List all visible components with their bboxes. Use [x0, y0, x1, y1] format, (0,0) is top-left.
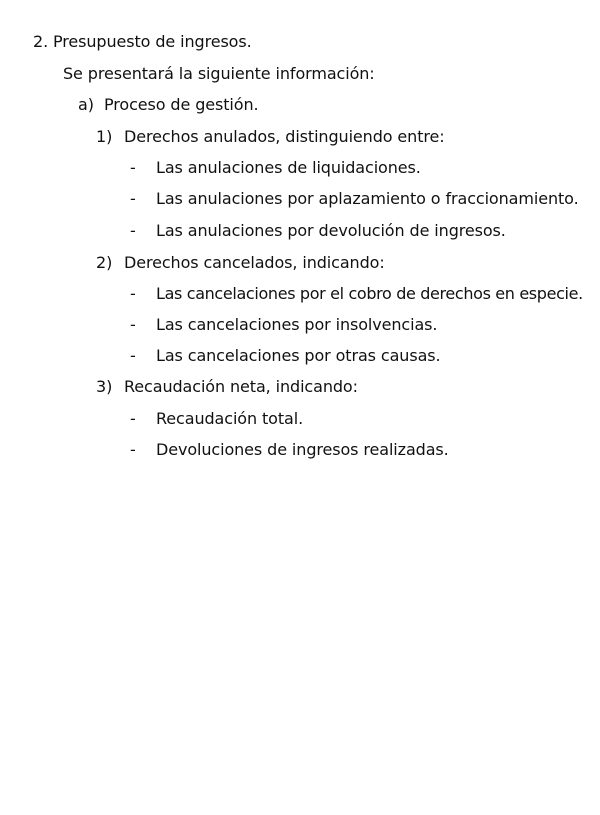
group-title: Derechos anulados, distinguiendo entre:: [124, 127, 445, 146]
list-item-text: Las cancelaciones por insolvencias.: [156, 315, 438, 334]
intro-text: Se presentará la siguiente información:: [63, 64, 375, 83]
dash-bullet: -: [130, 189, 136, 208]
dash-bullet: -: [130, 346, 136, 365]
subsection-marker: a): [78, 95, 94, 114]
dash-bullet: -: [130, 440, 136, 459]
list-item-text: Recaudación total.: [156, 409, 304, 428]
list-item-text: Las anulaciones de liquidaciones.: [156, 158, 421, 177]
list-item-text: Las anulaciones por devolución de ingresos.: [156, 221, 506, 240]
dash-bullet: -: [130, 284, 136, 303]
section-number: 2.: [33, 32, 49, 51]
list-item-text: Devoluciones de ingresos realizadas.: [156, 440, 449, 459]
section-title: Presupuesto de ingresos.: [53, 32, 252, 51]
list-item-text: Las cancelaciones por el cobro de derechos en especie.: [156, 284, 583, 303]
list-item-text: Las anulaciones por aplazamiento o fraccionamiento.: [156, 189, 579, 208]
dash-bullet: -: [130, 315, 136, 334]
group-marker: 1): [96, 127, 113, 146]
dash-bullet: -: [130, 409, 136, 428]
group-marker: 3): [96, 377, 113, 396]
dash-bullet: -: [130, 158, 136, 177]
group-title: Derechos cancelados, indicando:: [124, 253, 385, 272]
subsection-title: Proceso de gestión.: [104, 95, 259, 114]
group-marker: 2): [96, 253, 113, 272]
group-title: Recaudación neta, indicando:: [124, 377, 358, 396]
list-item-text: Las cancelaciones por otras causas.: [156, 346, 441, 365]
dash-bullet: -: [130, 221, 136, 240]
